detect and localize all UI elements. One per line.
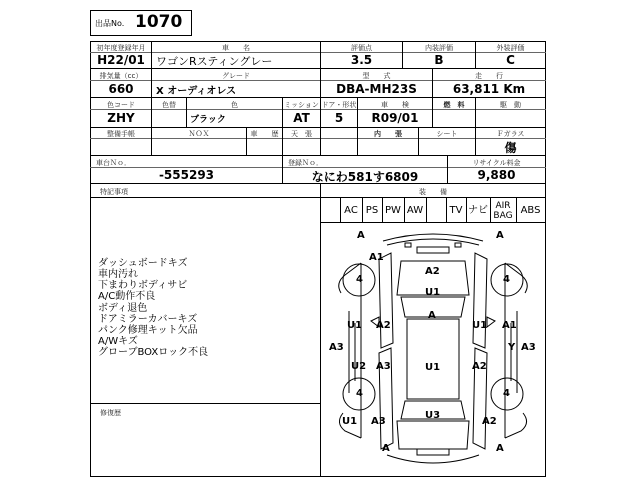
equip-aw: AW: [406, 205, 424, 216]
interior-value: B: [434, 53, 444, 67]
note-item: パンク修理キット欠品: [98, 325, 198, 336]
first-reg-label: 初年度登録年月: [96, 44, 146, 52]
damage-mark: U1: [342, 416, 358, 427]
equip-ps: PS: [365, 205, 379, 216]
note-item: ダッシュボードキズ: [98, 258, 188, 269]
damage-mark: U1: [425, 362, 441, 373]
registration-value: なにわ581す6809: [311, 170, 419, 184]
grade-label: グレード: [222, 72, 250, 80]
note-item: 車内汚れ: [98, 269, 138, 280]
damage-mark: A: [496, 230, 504, 241]
repairs-label: 修復歴: [100, 409, 121, 417]
color-code-label: 色コード: [107, 101, 135, 109]
note-item: 下まわりボディサビ: [98, 280, 188, 291]
mileage-label: 走 行: [475, 72, 503, 80]
lot-number-value: 1070: [135, 12, 183, 32]
grade-value: X オーディオレス: [156, 86, 237, 97]
note-item: ボディ退色: [98, 303, 148, 314]
color-value: ブラック: [190, 115, 226, 125]
equipment-label: 装 備: [419, 188, 447, 196]
note-item: A/Wキズ: [98, 336, 138, 347]
f-glass-label: Ｆガラス: [496, 130, 525, 138]
manual-label: 整備手帳: [107, 130, 135, 138]
damage-mark: 4: [503, 274, 510, 285]
damage-mark: A: [357, 230, 365, 241]
car-name-value: ワゴンRスティングレー: [156, 55, 273, 68]
damage-mark: U1: [347, 320, 363, 331]
note-item: ドアミラーカバーキズ: [98, 314, 198, 325]
chassis-label: 車台Ｎｏ．: [96, 159, 131, 167]
equip-ac: AC: [344, 205, 358, 216]
color-code-value: ZHY: [107, 111, 135, 125]
lot-number-label: 出品No.: [95, 19, 125, 28]
equip-pw: PW: [385, 205, 401, 216]
first-reg-value: H22/01: [97, 53, 145, 67]
equip-tv: TV: [449, 205, 463, 216]
seat-label: シート: [436, 130, 458, 138]
equip-navi: ナビ: [468, 205, 488, 216]
exterior-label: 外装評価: [496, 44, 525, 52]
sunroof-label: 天 張: [291, 130, 312, 138]
damage-mark: A3: [371, 416, 386, 427]
model-value: DBA-MH23S: [336, 82, 417, 96]
score-value: 3.5: [350, 53, 373, 67]
note-item: グローブBOXロック不良: [98, 347, 209, 358]
equip-blank: [426, 200, 446, 222]
damage-mark: A2: [472, 361, 487, 372]
f-glass-value: 傷: [504, 141, 517, 155]
damage-mark: U1: [425, 287, 441, 298]
recycle-value: 9,880: [477, 168, 516, 182]
registration-label: 登録Ｎｏ．: [288, 159, 323, 167]
model-label: 型 式: [362, 72, 391, 80]
color-type-label: 色替: [162, 101, 176, 109]
car-history-label: 車 歴: [250, 130, 279, 138]
damage-mark: A: [382, 443, 390, 454]
mission-value: AT: [293, 111, 310, 125]
doors-value: 5: [334, 111, 344, 125]
damage-mark: A2: [425, 266, 440, 277]
interior-label: 内装評価: [425, 44, 453, 52]
damage-mark: A2: [376, 320, 391, 331]
damage-mark: A1: [369, 252, 384, 263]
damage-mark: A3: [521, 342, 536, 353]
damage-mark: A: [496, 443, 504, 454]
note-item: A/C動作不良: [98, 291, 156, 302]
notes-label: 特記事項: [100, 188, 128, 196]
damage-mark: U2: [351, 361, 367, 372]
damage-mark: A: [428, 310, 436, 321]
lot-number-box: [90, 10, 192, 36]
interior-ceiling-label: 内 張: [374, 130, 402, 138]
damage-mark: 4: [356, 274, 363, 285]
damage-mark: A3: [376, 361, 391, 372]
inspection-value: R09/01: [371, 111, 419, 125]
mileage-value: 63,811 Km: [452, 82, 526, 96]
mission-label: ミッション: [284, 101, 319, 109]
damage-mark: A3: [329, 342, 344, 353]
nox-label: ＮＯＸ: [188, 130, 210, 138]
doors-label: ドア・形状: [321, 101, 357, 109]
equip-abs: ABS: [520, 205, 541, 216]
color-label: 色: [231, 101, 238, 109]
damage-mark: U1: [472, 320, 488, 331]
inspection-label: 車 検: [381, 101, 409, 109]
displacement-label: 排気量（cc）: [99, 72, 143, 80]
chassis-value: -555293: [158, 168, 215, 182]
damage-mark: A2: [482, 416, 497, 427]
damage-mark: Y: [508, 342, 516, 353]
displacement-value: 660: [108, 82, 134, 96]
damage-mark: 4: [503, 388, 510, 399]
damage-mark: A1: [502, 320, 517, 331]
fuel-label: 燃 料: [443, 101, 465, 109]
drive-label: 駆 動: [500, 101, 521, 109]
score-label: 評価点: [351, 44, 372, 52]
recycle-label: リサイクル料金: [472, 159, 521, 167]
car-name-label: 車 名: [222, 44, 250, 52]
equip-airbag: AIR BAG: [493, 201, 513, 221]
exterior-value: C: [506, 53, 515, 67]
damage-mark: 4: [356, 388, 363, 399]
damage-mark: U3: [425, 410, 441, 421]
